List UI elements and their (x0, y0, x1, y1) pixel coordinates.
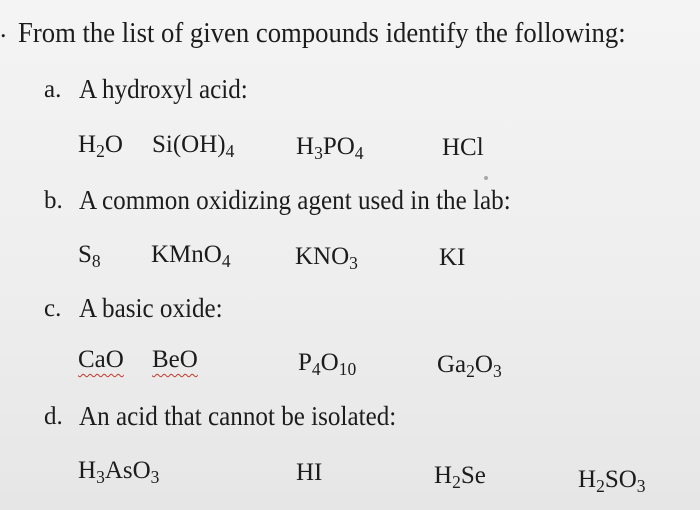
page-title: From the list of given compounds identify the following: (18, 17, 626, 49)
compound-kno3: $KNO_3$ (295, 243, 358, 273)
pencil-mark (484, 176, 488, 180)
question-a-text: A hydroxyl acid: (79, 74, 248, 104)
compound-hi: HI (296, 459, 323, 486)
compound-h2so3: $H_2SO_3$ (578, 466, 646, 496)
question-c-text: A basic oxide: (79, 293, 223, 323)
question-b-letter: b. (44, 187, 63, 214)
compound-beo: BeO (152, 346, 198, 373)
compound-h2se: $H_2Se$ (434, 462, 486, 492)
compound-s8: $S_8$ (78, 241, 101, 271)
bullet-mark: . (0, 14, 7, 43)
question-b-text: A common oxidizing agent used in the lab: (79, 185, 511, 215)
compound-h3aso3: $H_3AsO_3$ (78, 457, 160, 487)
compound-h3po4: $H_3PO_4$ (296, 133, 364, 163)
compound-cao: CaO (78, 346, 124, 373)
question-c-letter: c. (44, 295, 62, 322)
compound-h2o: $H_2O$ (78, 131, 123, 161)
question-d-text: An acid that cannot be isolated: (79, 401, 397, 431)
question-d-letter: d. (44, 403, 63, 430)
question-a-letter: a. (44, 76, 62, 103)
compound-ga2o3: $Ga_2O_3$ (437, 351, 502, 381)
compound-ki: KI (439, 244, 466, 271)
compound-p4o10: $P_4O_{10}$ (298, 349, 357, 379)
compound-hcl: HCl (442, 134, 484, 161)
compound-sioh4: $Si(OH)_4$ (152, 131, 235, 161)
compound-kmno4: KMnO$_4$ (151, 241, 231, 271)
